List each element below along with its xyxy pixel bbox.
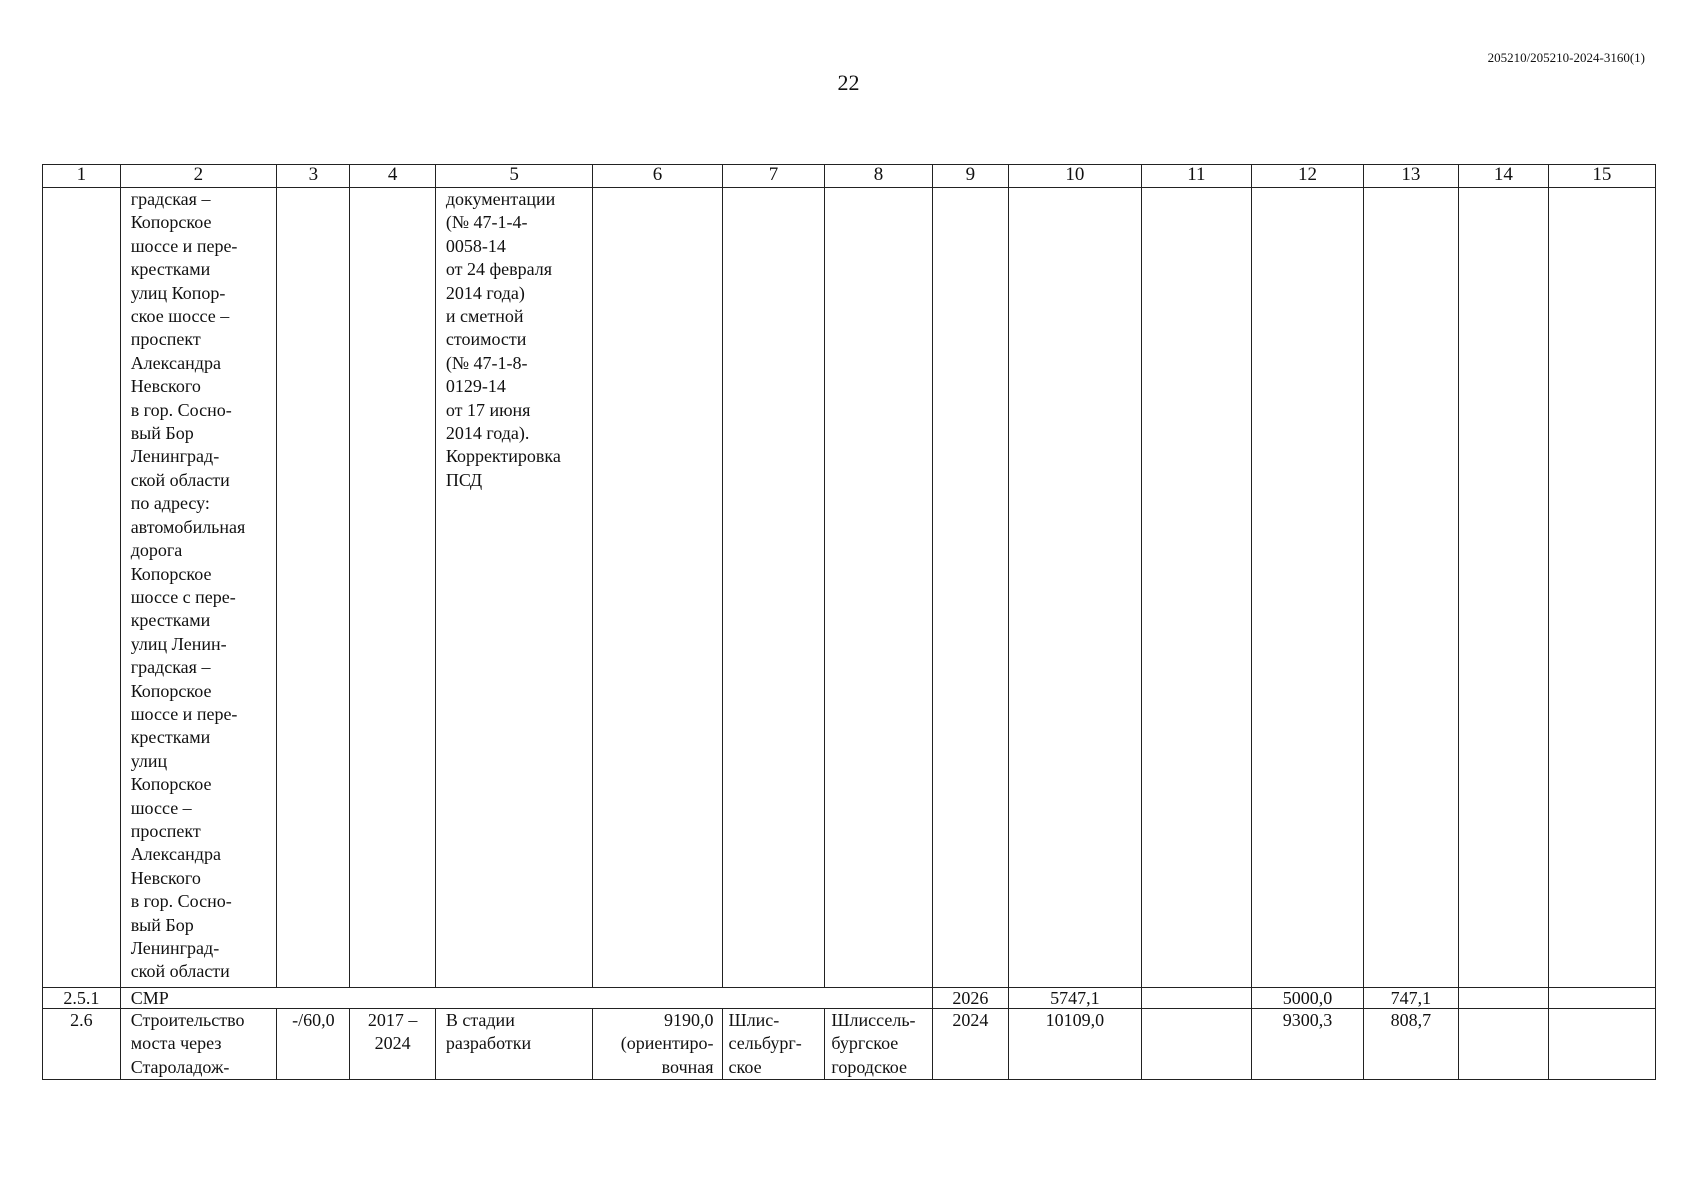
header-cell: 3 [277,165,350,188]
cell-col15 [1548,188,1655,988]
cell-number: 2.5.1 [43,988,121,1009]
cell-number: 2.6 [43,1009,121,1080]
cell-col12: 9300,3 [1252,1009,1364,1080]
cell-col6 [593,188,722,988]
cell-documentation: документации (№ 47-1-4- 0058-14 от 24 февраля 2014 года) и сметной стоимости (№ 47-1-8- 0129-14 от 17 июня 2014 года). Корректировка ПСД [435,188,593,988]
table-row [43,988,1656,1009]
cell-object-name: Строительство моста через Староладож- [120,1009,276,1080]
header-cell: 5 [435,165,593,188]
data-table [42,164,1656,1080]
header-cell: 1 [43,165,121,188]
cell-documentation: В стадии разработки [435,1009,593,1080]
cell-period: 2017 – 2024 [350,1009,435,1080]
cell-cost: 9190,0 (ориентиро- вочная [593,1009,722,1080]
header-cell: 7 [722,165,825,188]
cell-year: 2024 [932,1009,1009,1080]
cell-col10: 10109,0 [1009,1009,1141,1080]
cell-col13 [1363,188,1458,988]
cell-col13: 747,1 [1363,988,1458,1009]
header-cell: 12 [1252,165,1364,188]
cell-object-name: градская – Копорское шоссе и пере- крестками улиц Копор- ское шоссе – проспект Александра Невского в гор. Сосно- вый Бор Ленинград- ской области по адресу: автомобильная дорога Копорское шоссе с пере- крестками улиц Ленин- градская – Копорское шоссе и пере- крестками улиц Копорское шоссе – проспект Александра Невского в гор. Сосно- вый Бор Ленинград- ской области [120,188,276,988]
cell-col15 [1548,1009,1655,1080]
cell-col11 [1141,988,1252,1009]
header-cell: 15 [1548,165,1655,188]
header-cell: 13 [1363,165,1458,188]
cell-col12 [1252,188,1364,988]
cell-col12: 5000,0 [1252,988,1364,1009]
cell-smr-label: СМР [120,988,932,1009]
cell-col11 [1141,1009,1252,1080]
cell-municipality: Шлис- сельбург- ское [722,1009,825,1080]
cell-col14 [1458,988,1548,1009]
cell-col8 [825,188,932,988]
header-cell: 11 [1141,165,1252,188]
header-cell: 6 [593,165,722,188]
cell-col14 [1458,1009,1548,1080]
cell-col9 [932,188,1009,988]
cell-col7 [722,188,825,988]
page-number: 22 [837,70,860,95]
cell-col10 [1009,188,1141,988]
header-cell: 8 [825,165,932,188]
cell-col13: 808,7 [1363,1009,1458,1080]
cell-col15 [1548,988,1655,1009]
header-cell: 2 [120,165,276,188]
header-cell: 9 [932,165,1009,188]
header-row [43,165,1656,188]
cell-col3 [277,188,350,988]
header-cell: 10 [1009,165,1141,188]
cell-col14 [1458,188,1548,988]
table-row [43,188,1656,988]
cell-col4 [350,188,435,988]
cell-settlement: Шлиссель- бургское городское [825,1009,932,1080]
document-id: 205210/205210-2024-3160(1) [1487,50,1645,65]
cell-col11 [1141,188,1252,988]
cell-number [43,188,121,988]
cell-year: 2026 [932,988,1009,1009]
header-cell: 14 [1458,165,1548,188]
cell-col10: 5747,1 [1009,988,1141,1009]
header-cell: 4 [350,165,435,188]
cell-col3: -/60,0 [277,1009,350,1080]
table-row [43,1009,1656,1080]
